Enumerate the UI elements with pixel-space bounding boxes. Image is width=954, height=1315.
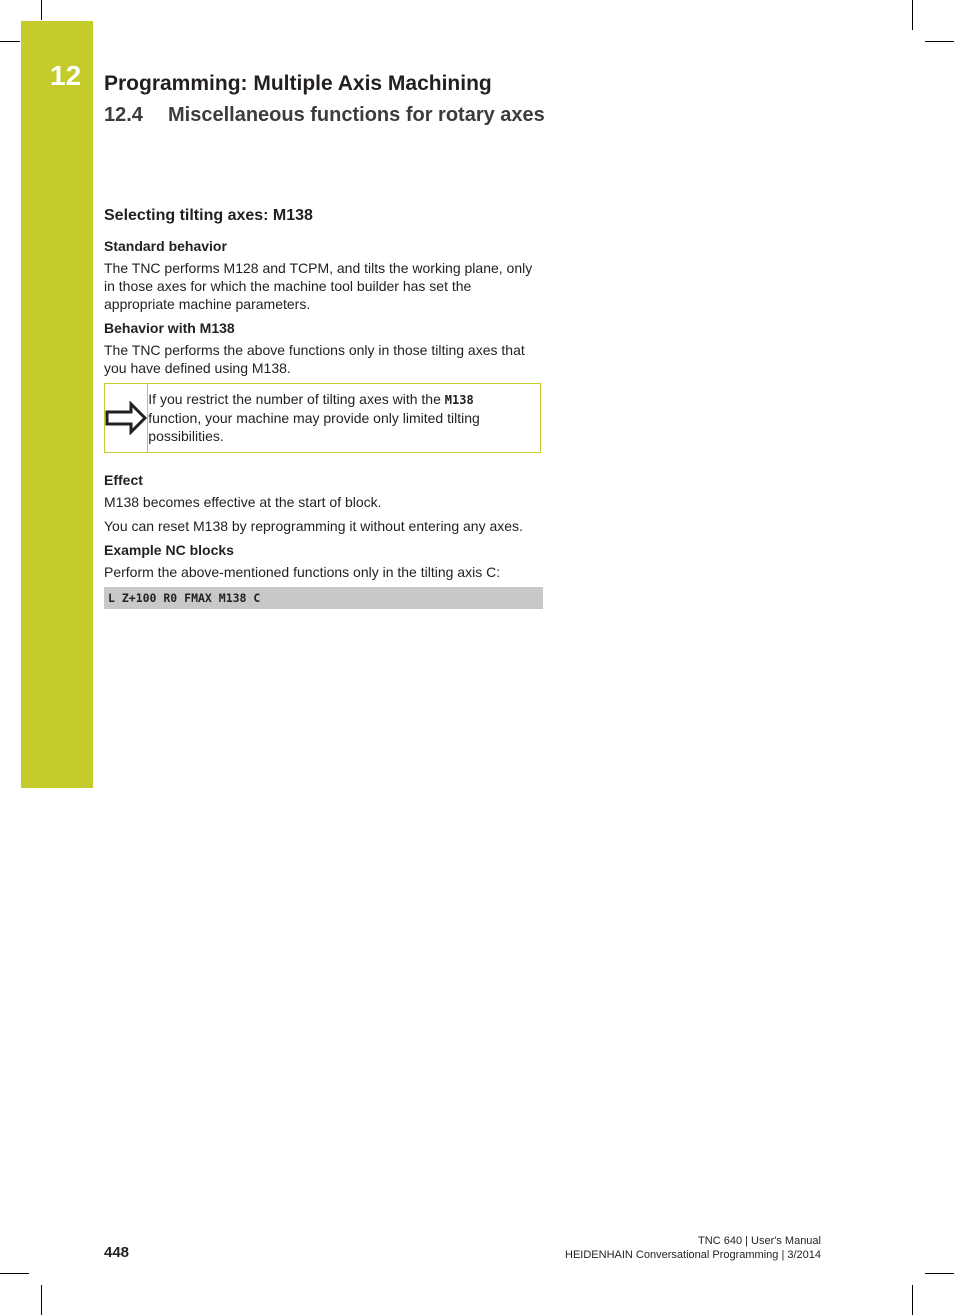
arrow-right-icon [105, 384, 148, 452]
behavior-m138-text: The TNC performs the above functions only in those tilting axes that you have defined using M138. [104, 342, 525, 376]
standard-behavior-text: The TNC performs M128 and TCPM, and tilts the working plane, only in those axes for which the machine tool builder has set the appropriate machine parameters. [104, 260, 533, 312]
page-number: 448 [104, 1244, 130, 1261]
crop-mark [912, 0, 913, 30]
footer-line-2: HEIDENHAIN Conversational Programming | 3/2014 [565, 1249, 821, 1261]
effect-text-1: M138 becomes effective at the start of block. [104, 494, 382, 510]
footer-line-1: TNC 640 | User's Manual [698, 1235, 821, 1247]
chapter-title: Programming: Multiple Axis Machining [104, 72, 492, 95]
note-text-after: function, your machine may provide only limited tilting possibilities. [148, 410, 480, 444]
note-text [148, 384, 540, 452]
note-box [104, 383, 541, 453]
crop-mark [41, 1285, 42, 1315]
note-text-before: If you restrict the number of tilting axes with the [148, 391, 441, 407]
chapter-sidebar [21, 21, 93, 788]
effect-text-2: You can reset M138 by reprogramming it without entering any axes. [104, 518, 523, 534]
chapter-number: 12 [50, 60, 82, 91]
crop-mark [925, 1273, 954, 1274]
topic-heading: Selecting tilting axes: M138 [104, 207, 313, 224]
footer [565, 1234, 821, 1262]
crop-mark [912, 1285, 913, 1315]
crop-mark [0, 1273, 29, 1274]
note-code: M138 [444, 393, 474, 407]
crop-mark [925, 41, 954, 42]
example-text: Perform the above-mentioned functions only in the tilting axis C: [104, 564, 501, 580]
behavior-m138-heading: Behavior with M138 [104, 320, 235, 336]
standard-behavior-heading: Standard behavior [104, 238, 227, 254]
example-heading: Example NC blocks [104, 542, 234, 558]
crop-mark [41, 0, 42, 20]
section-title: Miscellaneous functions for rotary axes [168, 104, 545, 126]
main-content [104, 205, 544, 609]
effect-heading: Effect [104, 472, 143, 488]
section-number: 12.4 [104, 104, 143, 126]
nc-code-block: L Z+100 R0 FMAX M138 C [104, 587, 543, 609]
crop-mark [0, 41, 20, 42]
